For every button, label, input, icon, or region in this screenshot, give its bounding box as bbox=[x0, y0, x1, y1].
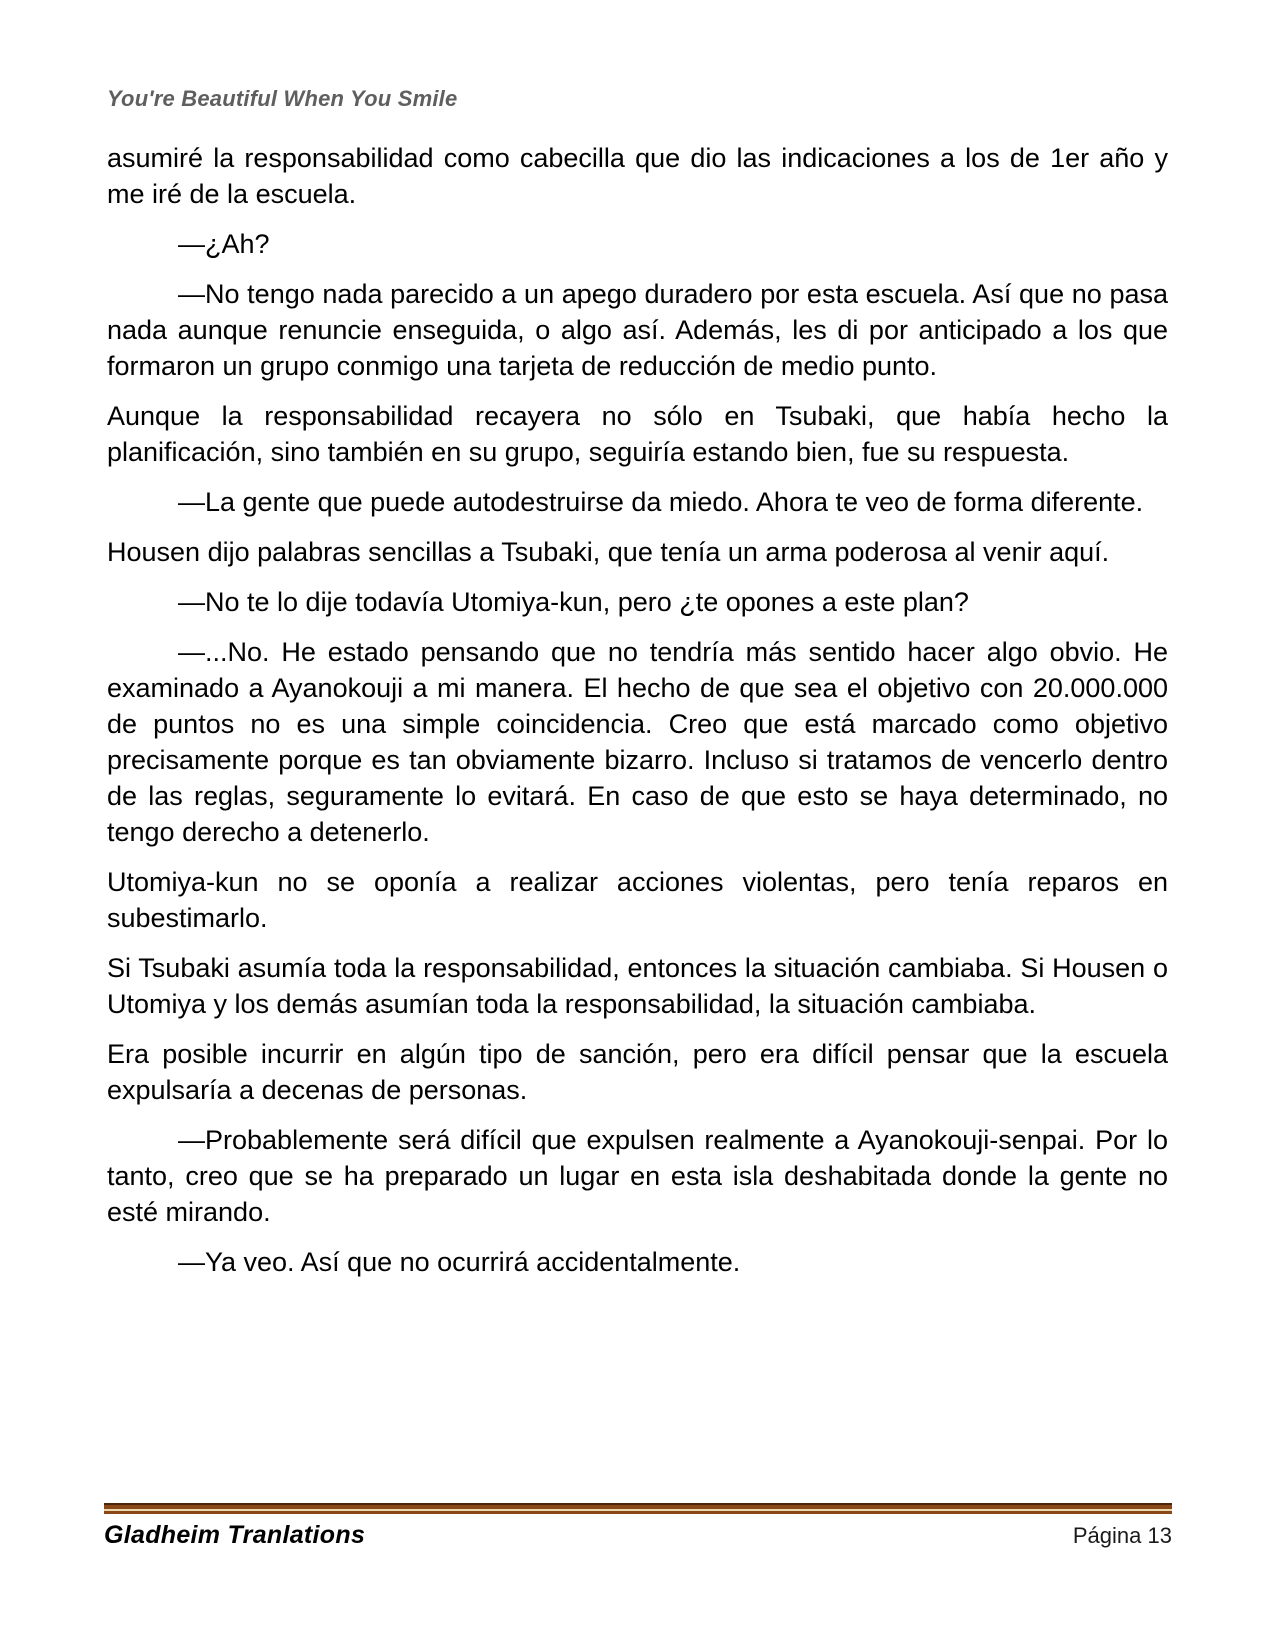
paragraph-13: —Ya veo. Así que no ocurrirá accidentalmente. bbox=[178, 1247, 741, 1277]
paragraph-7: —No te lo dije todavía Utomiya-kun, pero ¿te opones a este plan? bbox=[178, 587, 969, 617]
paragraph-9: Utomiya-kun no se oponía a realizar acciones violentas, pero tenía reparos en subestimarlo. bbox=[107, 867, 1168, 933]
page-number bbox=[1073, 1523, 1172, 1549]
paragraph-10: Si Tsubaki asumía toda la responsabilidad, entonces la situación cambiaba. Si Housen o Utomiya y los demás asumían toda la responsabilidad, la situación cambiaba. bbox=[107, 953, 1168, 1019]
paragraph-1: asumiré la responsabilidad como cabecilla que dio las indicaciones a los de 1er año y me iré de la escuela. bbox=[107, 143, 1168, 209]
paragraph-5: —La gente que puede autodestruirse da miedo. Ahora te veo de forma diferente. bbox=[178, 487, 1144, 517]
paragraph-8: —...No. He estado pensando que no tendría más sentido hacer algo obvio. He examinado a Ayanokouji a mi manera. El hecho de que sea el objetivo con 20.000.000 de puntos no es una simple coincidencia. Creo que está marcado como objetivo precisamente porque es tan obviamente bizarro. Incluso si tratamos de vencerlo dentro de las reglas, seguramente lo evitará. En caso de que esto se haya determinado, no tengo derecho a detenerlo. bbox=[107, 637, 1168, 847]
paragraph-2: —¿Ah? bbox=[178, 229, 270, 259]
footer-divider-rule bbox=[104, 1503, 1172, 1514]
paragraph-3: —No tengo nada parecido a un apego duradero por esta escuela. Así que no pasa nada aunque renuncie enseguida, o algo así. Además, les di por anticipado a los que formaron un grupo conmigo una tarjeta de reducción de medio punto. bbox=[107, 279, 1168, 381]
footer-brand: Gladheim Tranlations bbox=[104, 1521, 366, 1549]
paragraph-11: Era posible incurrir en algún tipo de sanción, pero era difícil pensar que la escuela expulsaría a decenas de personas. bbox=[107, 1039, 1168, 1105]
paragraph-12: —Probablemente será difícil que expulsen realmente a Ayanokouji-senpai. Por lo tanto, creo que se ha preparado un lugar en esta isla deshabitada donde la gente no esté mirando. bbox=[107, 1125, 1168, 1227]
document-body bbox=[107, 140, 1168, 1294]
page-footer bbox=[104, 1503, 1172, 1550]
page-number-label: Página bbox=[1072, 1523, 1142, 1548]
footer-rule-thin-line bbox=[104, 1511, 1172, 1514]
footer-row bbox=[104, 1521, 1172, 1550]
page-header-title: You're Beautiful When You Smile bbox=[107, 86, 458, 111]
paragraph-6: Housen dijo palabras sencillas a Tsubaki, que tenía un arma poderosa al venir aquí. bbox=[107, 537, 1110, 567]
page-number-value: 13 bbox=[1147, 1523, 1172, 1548]
paragraph-4: Aunque la responsabilidad recayera no sólo en Tsubaki, que había hecho la planificación, sino también en su grupo, seguiría estando bien, fue su respuesta. bbox=[107, 401, 1168, 467]
